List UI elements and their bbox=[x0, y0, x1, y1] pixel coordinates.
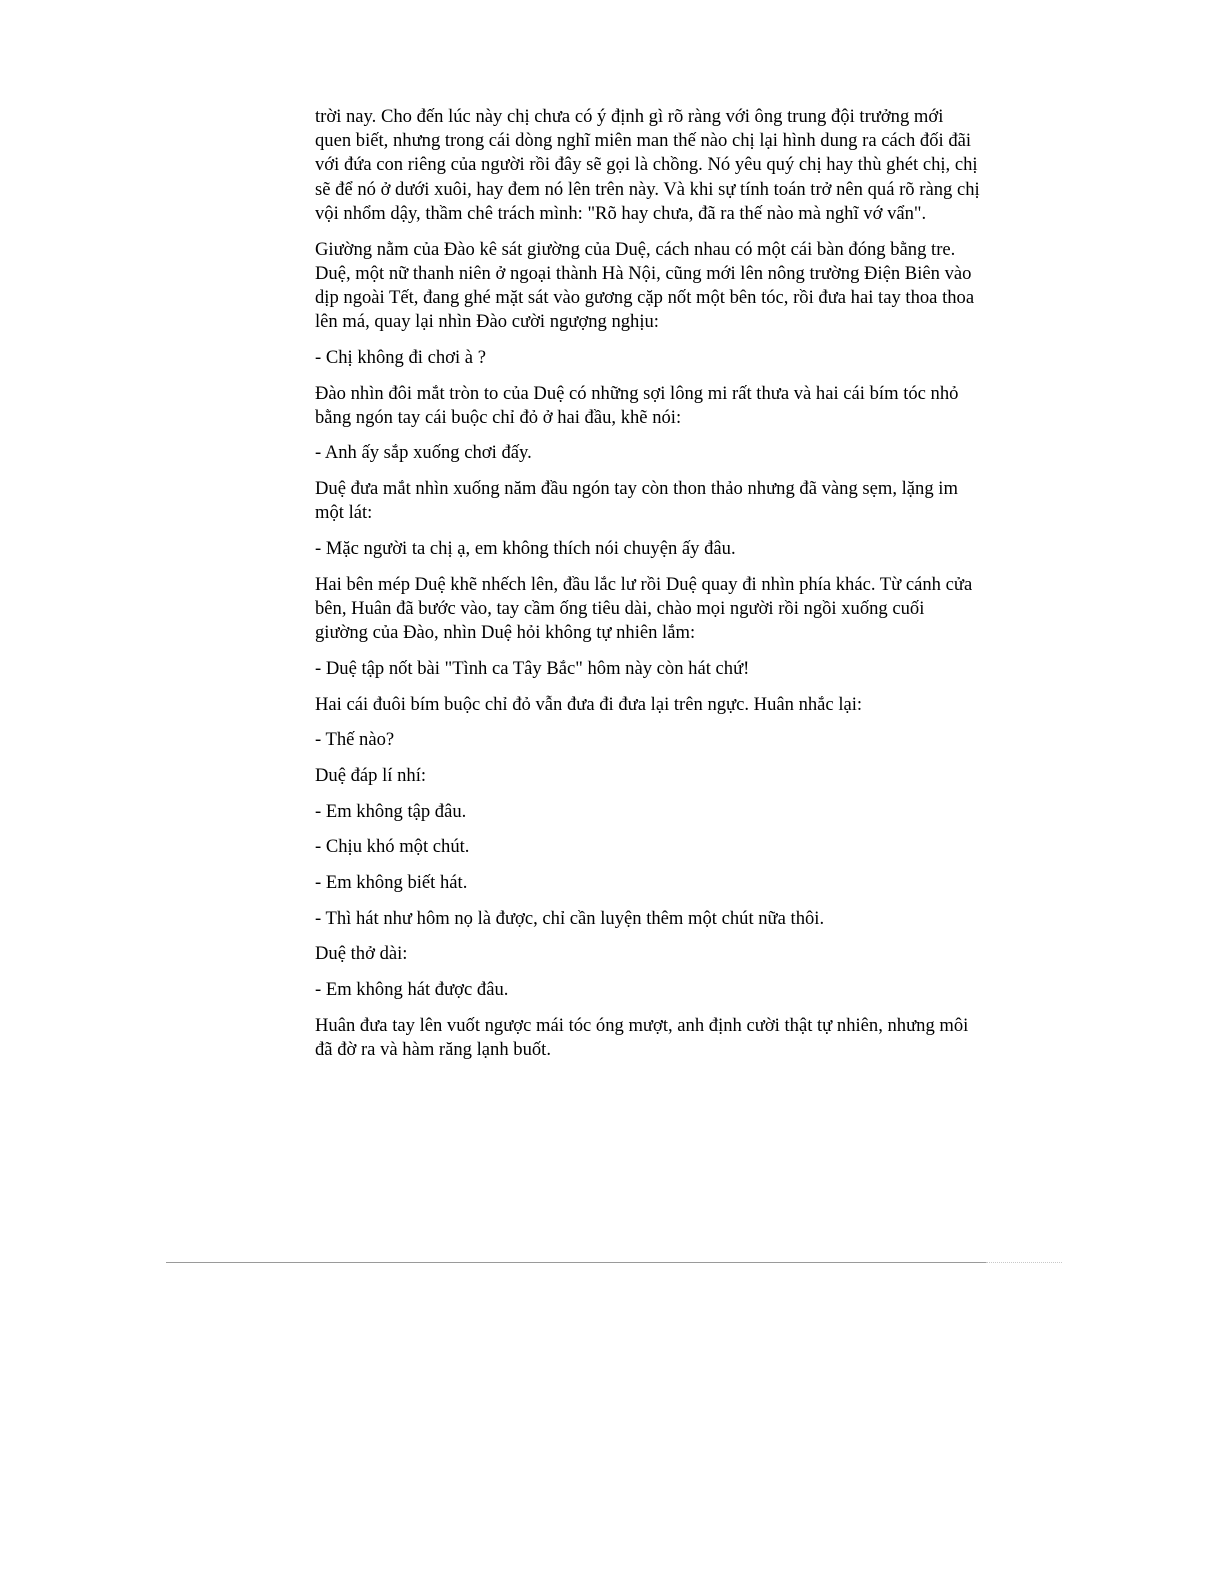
paragraph: Hai bên mép Duệ khẽ nhếch lên, đầu lắc lư rồi Duệ quay đi nhìn phía khác. Từ cánh cửa bên, Huân đã bước vào, tay cầm ống tiêu dài, chào mọi người rồi ngồi xuống cuối giường của Đào, nhìn Duệ hỏi không tự nhiên lắm: bbox=[315, 573, 973, 644]
paragraph: Duệ thở dài: bbox=[315, 943, 408, 965]
page-divider-dotted bbox=[986, 1262, 1062, 1263]
dialogue-line: - Duệ tập nốt bài "Tình ca Tây Bắc" hôm này còn hát chứ! bbox=[315, 657, 750, 679]
dialogue-line: - Thế nào? bbox=[315, 729, 395, 751]
dialogue-line: - Chị không đi chơi à ? bbox=[315, 346, 486, 368]
paragraph: Huân đưa tay lên vuốt ngược mái tóc óng mượt, anh định cười thật tự nhiên, nhưng môi đã đờ ra và hàm răng lạnh buốt. bbox=[315, 1014, 969, 1061]
paragraph: Giường nằm của Đào kê sát giường của Duệ, cách nhau có một cái bàn đóng bằng tre. Duệ, một nữ thanh niên ở ngoại thành Hà Nội, cũng mới lên nông trường Điện Biên vào dịp ngoài Tết, đang ghé mặt sát vào gương cặp nốt một bên tóc, rồi đưa hai tay thoa thoa lên má, quay lại nhìn Đào cười ngượng nghịu: bbox=[315, 238, 975, 333]
paragraph: Duệ đưa mắt nhìn xuống năm đầu ngón tay còn thon thảo nhưng đã vàng sẹm, lặng im một lát: bbox=[315, 478, 958, 524]
paragraph: Hai cái đuôi bím buộc chỉ đỏ vẫn đưa đi đưa lại trên ngực. Huân nhắc lại: bbox=[315, 693, 863, 715]
dialogue-line: - Anh ấy sắp xuống chơi đấy. bbox=[315, 442, 532, 464]
page-divider bbox=[166, 1262, 986, 1263]
dialogue-line: - Em không biết hát. bbox=[315, 872, 468, 894]
dialogue-line: - Mặc người ta chị ạ, em không thích nói chuyện ấy đâu. bbox=[315, 538, 736, 560]
dialogue-line: - Em không tập đâu. bbox=[315, 800, 467, 822]
paragraph: Đào nhìn đôi mắt tròn to của Duệ có những sợi lông mi rất thưa và hai cái bím tóc nhỏ bằng ngón tay cái buộc chỉ đỏ ở hai đầu, khẽ nói: bbox=[315, 382, 959, 428]
dialogue-line: - Thì hát như hôm nọ là được, chỉ cần luyện thêm một chút nữa thôi. bbox=[315, 907, 825, 929]
paragraph: Duệ đáp lí nhí: bbox=[315, 764, 427, 786]
document-body bbox=[315, 105, 980, 1074]
dialogue-line: - Em không hát được đâu. bbox=[315, 979, 509, 1001]
dialogue-line: - Chịu khó một chút. bbox=[315, 836, 470, 858]
paragraph: trời nay. Cho đến lúc này chị chưa có ý định gì rõ ràng với ông trung đội trưởng mới quen biết, nhưng trong cái dòng nghĩ miên man thế nào chị lại hình dung ra cách đối đãi với đứa con riêng của người rồi đây sẽ gọi là chồng. Nó yêu quý chị hay thù ghét chị, chị sẽ để nó ở dưới xuôi, hay đem nó lên trên này. Và khi sự tính toán trở nên quá rõ ràng chị vội nhổm dậy, thầm chê trách mình: "Rõ hay chưa, đã ra thế nào mà nghĩ vớ vẩn". bbox=[315, 106, 980, 224]
